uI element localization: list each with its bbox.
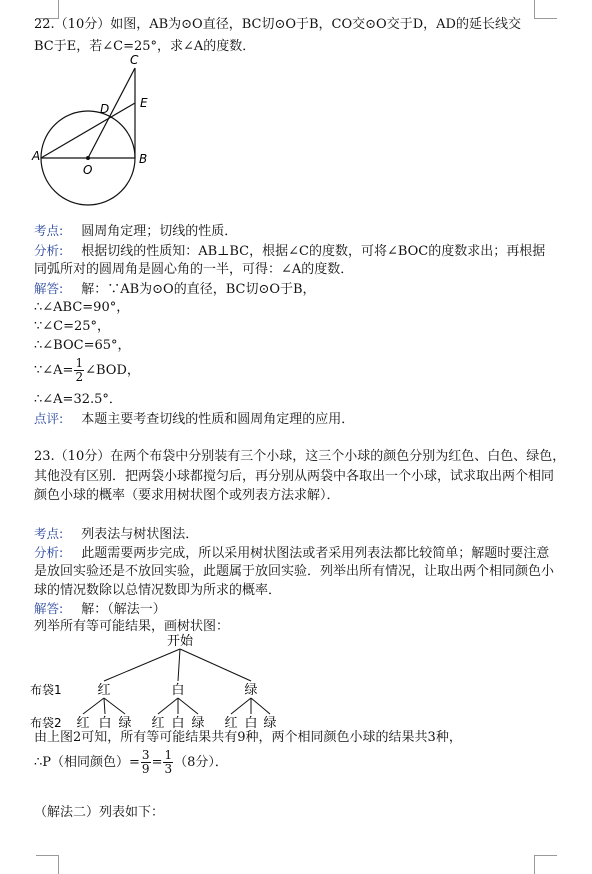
label-c: C bbox=[130, 53, 139, 67]
kaodian-text: 圆周角定理；切线的性质． bbox=[81, 224, 238, 239]
equals-sign: = bbox=[151, 755, 163, 770]
fraction-denominator: 3 bbox=[164, 762, 173, 776]
fraction-one-third bbox=[163, 749, 173, 776]
branch-red-2 bbox=[104, 698, 105, 714]
q22-jieda bbox=[34, 279, 316, 300]
q23-result-line: 由上图2可知，所有等可能结果共有9种，两个相同颜色小球的结果共3种， bbox=[34, 730, 462, 745]
tree-l1-red: 红 bbox=[97, 683, 111, 698]
branch-root-white bbox=[178, 649, 180, 681]
q22-step5: ∴∠A=32.5°． bbox=[34, 392, 122, 407]
crop-mark-bottom-right bbox=[534, 855, 557, 874]
tree-l2-2: 白 bbox=[98, 716, 112, 731]
tree-l1-green: 绿 bbox=[244, 683, 258, 698]
q23-probability bbox=[34, 748, 228, 778]
q23-stem-line2: 其他没有区别．把两袋小球都搅匀后，再分别从两袋中各取出一个小球，试求取出两个相同 bbox=[34, 469, 555, 484]
q22-step3: ∴∠BOC=65°， bbox=[34, 338, 131, 353]
fraction-numerator: 3 bbox=[141, 748, 150, 762]
tree-l2-9: 绿 bbox=[263, 716, 277, 731]
label-a: A bbox=[32, 149, 41, 163]
branch-white-1 bbox=[158, 698, 178, 714]
fraction-denominator: 9 bbox=[141, 762, 150, 776]
fraction-three-ninths bbox=[141, 749, 151, 776]
fraction-denominator: 2 bbox=[75, 370, 84, 384]
bag1-label: 布袋1 bbox=[30, 683, 62, 697]
tree-l2-3: 绿 bbox=[118, 716, 132, 731]
q23-kaodian bbox=[34, 524, 198, 545]
q22-stem-line1: 22.（10分）如图，AB为⊙O直径，BC切⊙O于B，CO交⊙O交于D，AD的延长线交 bbox=[34, 17, 521, 32]
label-e: E bbox=[140, 96, 148, 110]
step4-suffix: ∠BOD， bbox=[85, 363, 140, 378]
tree-l1-white: 白 bbox=[171, 683, 185, 698]
fenxi-text-1: 根据切线的性质知：AB⊥BC，根据∠C的度数，可将∠BOC的度数求出；再根据 bbox=[81, 244, 546, 259]
tree-root: 开始 bbox=[166, 634, 194, 649]
q22-step2: ∵∠C=25°， bbox=[34, 319, 111, 334]
branch-white-3 bbox=[178, 698, 198, 714]
fraction-one-half bbox=[74, 357, 84, 384]
label-b: B bbox=[139, 152, 148, 166]
q22-step4 bbox=[34, 357, 140, 385]
q22-step1: ∴∠ABC=90°， bbox=[34, 300, 130, 315]
dianping-text: 本题主要考查切线的性质和圆周角定理的应用． bbox=[81, 412, 355, 427]
q23-fenxi-line3: 球的情况数除以总情况数即为所求的概率． bbox=[34, 583, 282, 598]
label-o: O bbox=[83, 163, 93, 177]
branch-root-red bbox=[104, 649, 180, 681]
kaodian-text: 列表法与树状图法． bbox=[81, 527, 199, 542]
tree-diagram bbox=[30, 632, 330, 732]
fenxi-label: 分析: bbox=[34, 545, 64, 560]
dianping-label: 点评: bbox=[34, 411, 64, 426]
kaodian-label: 考点: bbox=[34, 223, 64, 238]
tree-l2-8: 白 bbox=[244, 716, 258, 731]
jieda-text: 解：（解法一） bbox=[81, 602, 166, 617]
tree-l2-7: 红 bbox=[224, 716, 238, 731]
branch-green-3 bbox=[251, 698, 270, 714]
q23-fenxi-line2: 是放回实验还是不放回实验，此题属于放回实验．列举出所有情况，让取出两个相同颜色小 bbox=[34, 564, 555, 579]
q22-stem-line2: BC于E，若∠C=25°，求∠A的度数． bbox=[34, 39, 256, 54]
crop-mark-bottom-left bbox=[36, 855, 59, 874]
label-d: D bbox=[100, 102, 110, 116]
fenxi-text-1: 此题需要两步完成，所以采用树状图法或者采用列表法都比较简单；解题时要注意 bbox=[81, 546, 550, 561]
step4-prefix: ∵∠A= bbox=[34, 363, 74, 378]
q23-stem-line3: 颜色小球的概率（要求用树状图个或列表方法求解）． bbox=[34, 488, 340, 503]
jieda-label: 解答: bbox=[34, 601, 64, 616]
fraction-numerator: 1 bbox=[75, 356, 84, 370]
branch-red-1 bbox=[83, 698, 104, 714]
bag2-label: 布袋2 bbox=[30, 716, 62, 730]
branch-green-1 bbox=[231, 698, 251, 714]
branch-root-green bbox=[180, 649, 251, 681]
q22-dianping bbox=[34, 409, 354, 430]
tree-l2-6: 绿 bbox=[191, 716, 205, 731]
q23-list-line: 列举所有等可能结果，画树状图： bbox=[34, 619, 230, 634]
center-point bbox=[86, 156, 90, 160]
prob-suffix: （8分）． bbox=[174, 755, 228, 770]
tree-l2-5: 白 bbox=[171, 716, 185, 731]
q22-fenxi-line2: 同弧所对的圆周角是圆心角的一半，可得：∠A的度数． bbox=[34, 262, 354, 277]
jieda-text: 解：∵AB为⊙O的直径，BC切⊙O于B， bbox=[81, 282, 316, 297]
q23-stem-line1: 23.（10分）在两个布袋中分别装有三个小球，这三个小球的颜色分别为红色、白色、绿色， bbox=[34, 449, 566, 464]
crop-mark-top-right bbox=[534, 0, 557, 19]
jieda-label: 解答: bbox=[34, 281, 64, 296]
branch-red-3 bbox=[104, 698, 125, 714]
q23-method2: （解法二）列表如下： bbox=[34, 805, 165, 820]
q22-kaodian bbox=[34, 221, 237, 242]
tree-l2-4: 红 bbox=[151, 716, 165, 731]
fenxi-label: 分析: bbox=[34, 243, 64, 258]
q23-fenxi-line1 bbox=[34, 543, 549, 564]
q22-geometry-figure bbox=[30, 50, 180, 220]
kaodian-label: 考点: bbox=[34, 526, 64, 541]
fraction-numerator: 1 bbox=[164, 748, 173, 762]
line-oc bbox=[88, 68, 135, 158]
q22-fenxi-line1 bbox=[34, 241, 545, 262]
tree-l2-1: 红 bbox=[76, 716, 90, 731]
prob-prefix: ∴P（相同颜色）= bbox=[34, 755, 140, 770]
